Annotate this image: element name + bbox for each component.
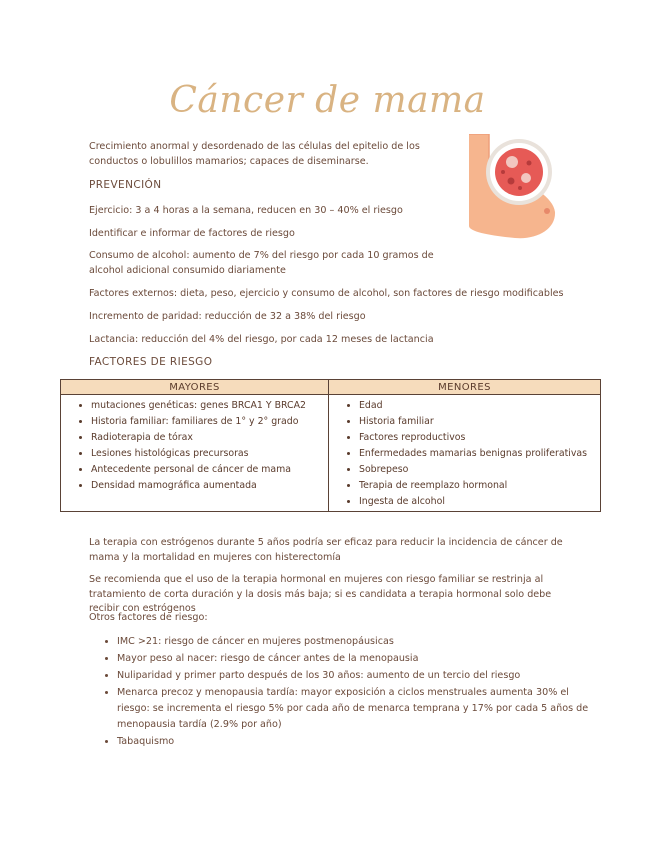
list-item: • Mayor peso al nacer: riesgo de cáncer antes de la menopausia	[117, 651, 597, 667]
risk-factors-table	[60, 379, 601, 512]
list-item: • Ingesta de alcohol	[359, 494, 600, 510]
list-item: • Nuliparidad y primer parto después de los 30 años: aumento de un tercio del riesgo	[117, 668, 597, 684]
list-item: • Tabaquismo	[117, 734, 597, 750]
intro-text: Crecimiento anormal y desordenado de las células del epitelio de los conductos o lobulillos mamarios; capaces de diseminarse.	[89, 141, 420, 167]
list-item: • IMC >21: riesgo de cáncer en mujeres postmenopáusicas	[117, 634, 597, 650]
list-item: • Enfermedades mamarias benignas proliferativas	[359, 446, 600, 462]
otros-factores-list	[89, 634, 597, 751]
prevencion-item: Incremento de paridad: reducción de 32 a 38% del riesgo	[89, 311, 366, 322]
prevencion-item: Ejercicio: 3 a 4 horas a la semana, reducen en 30 – 40% el riesgo	[89, 205, 403, 216]
page-title: Cáncer de mama	[169, 80, 486, 121]
list-item: • Factores reproductivos	[359, 430, 600, 446]
breast-magnifier-icon	[463, 134, 563, 240]
list-item: • Radioterapia de tórax	[91, 430, 328, 446]
col-menores-header: MENORES	[329, 380, 601, 395]
list-item: • Historia familiar: familiares de 1° y 2° grado	[91, 414, 328, 430]
list-item: • Densidad mamográfica aumentada	[91, 478, 328, 494]
mayores-cell	[61, 395, 329, 512]
list-item: • Menarca precoz y menopausia tardía: mayor exposición a ciclos menstruales aumenta 30% el riesgo: se incrementa el riesgo 5% por cada año de menarca temprana y 17% por cada 5 años de menopausia tardía (2.9% por año)	[117, 685, 597, 733]
prevencion-item: Identificar e informar de factores de riesgo	[89, 228, 295, 239]
list-item: • Historia familiar	[359, 414, 600, 430]
list-item: • Sobrepeso	[359, 462, 600, 478]
paragraph-estrogenos: La terapia con estrógenos durante 5 años podría ser eficaz para reducir la incidencia de cáncer de mama y la mortalidad en mujeres con histerectomía	[89, 537, 563, 563]
list-item: • Terapia de reemplazo hormonal	[359, 478, 600, 494]
factores-heading: FACTORES DE RIESGO	[89, 356, 213, 368]
prevencion-item: Consumo de alcohol: aumento de 7% del riesgo por cada 10 gramos de alcohol adicional consumido diariamente	[89, 250, 434, 276]
paragraph-terapia-hormonal: Se recomienda que el uso de la terapia hormonal en mujeres con riesgo familiar se restrinja al tratamiento de corta duración y la dosis más baja; si es candidata a terapia hormonal solo debe recibir con estrógenos	[89, 574, 552, 614]
prevencion-item: Factores externos: dieta, peso, ejercicio y consumo de alcohol, son factores de riesgo modificables	[89, 288, 564, 299]
prevencion-item: Lactancia: reducción del 4% del riesgo, por cada 12 meses de lactancia	[89, 334, 434, 345]
prevencion-heading: PREVENCIÓN	[89, 179, 162, 191]
col-mayores-header: MAYORES	[61, 380, 329, 395]
menores-cell	[329, 395, 601, 512]
paragraph-otros-heading: Otros factores de riesgo:	[89, 612, 208, 623]
list-item: • Lesiones histológicas precursoras	[91, 446, 328, 462]
list-item: • mutaciones genéticas: genes BRCA1 Y BRCA2	[91, 398, 328, 414]
list-item: • Antecedente personal de cáncer de mama	[91, 462, 328, 478]
list-item: • Edad	[359, 398, 600, 414]
